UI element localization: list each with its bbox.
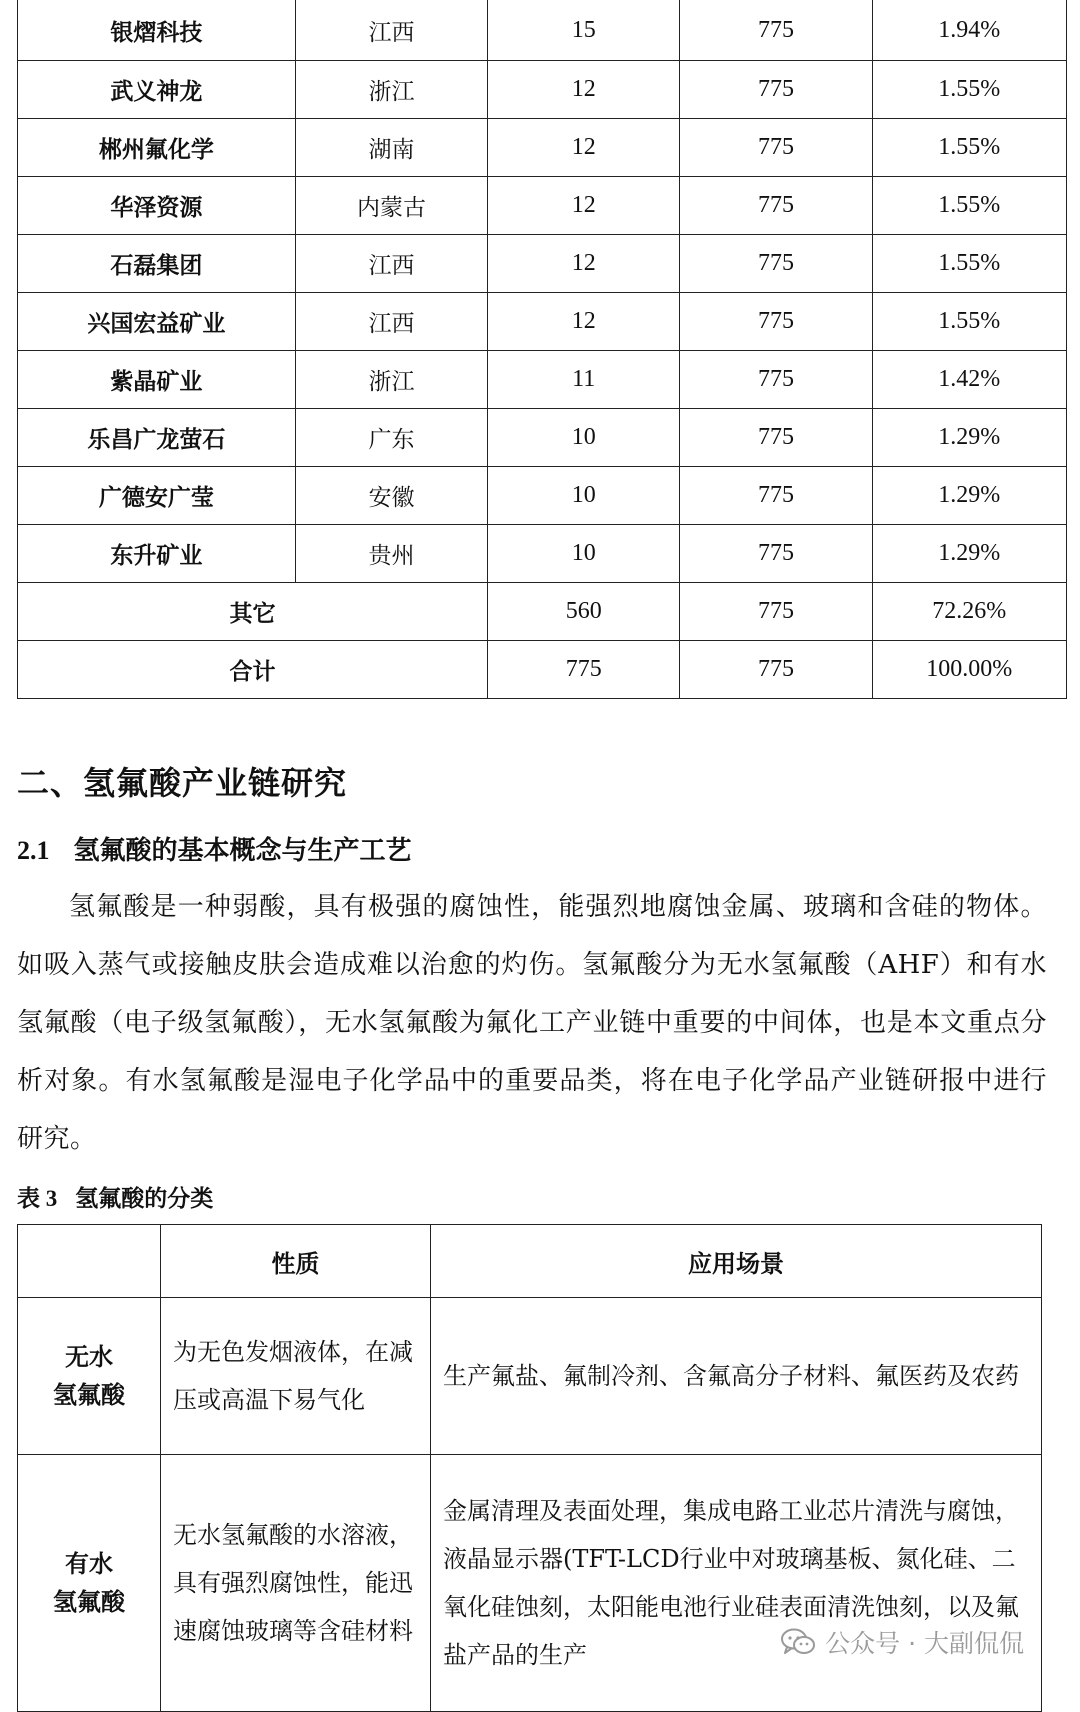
acid-type-line1: 无水 (65, 1343, 113, 1371)
header-empty (18, 1225, 161, 1298)
market-share: 1.55% (872, 177, 1066, 235)
company-name: 兴国宏益矿业 (18, 293, 296, 351)
sum-label: 合计 (18, 641, 488, 699)
company-name: 乐昌广龙萤石 (18, 409, 296, 467)
company-name: 东升矿业 (18, 525, 296, 583)
table-caption-title: 氢氟酸的分类 (75, 1186, 214, 1212)
table-caption-number: 表 3 (17, 1186, 58, 1211)
province: 安徽 (295, 467, 487, 525)
header-application: 应用场景 (431, 1225, 1042, 1298)
others-share: 72.26% (872, 583, 1066, 641)
total-capacity: 775 (680, 61, 872, 119)
capacity: 12 (488, 61, 680, 119)
market-share: 1.29% (872, 467, 1066, 525)
capacity: 11 (488, 351, 680, 409)
table-row (18, 293, 1067, 351)
province: 广东 (295, 409, 487, 467)
company-name: 华泽资源 (18, 177, 296, 235)
watermark (781, 1624, 1024, 1660)
table-row (18, 409, 1067, 467)
company-name: 石磊集团 (18, 235, 296, 293)
market-share: 1.55% (872, 61, 1066, 119)
table-row (18, 177, 1067, 235)
table-row (18, 467, 1067, 525)
sum-share: 100.00% (872, 641, 1066, 699)
capacity: 12 (488, 177, 680, 235)
table-row (18, 119, 1067, 177)
table-row (18, 235, 1067, 293)
others-total: 775 (680, 583, 872, 641)
body-paragraph: 氢氟酸是一种弱酸，具有极强的腐蚀性，能强烈地腐蚀金属、玻璃和含硅的物体。如吸入蒸气或接触皮肤会造成难以治愈的灼伤。氢氟酸分为无水氢氟酸（AHF）和有水氢氟酸（电子级氢氟酸），无水氢氟酸为氟化工产业链中重要的中间体，也是本文重点分析对象。有水氢氟酸是湿电子化学品中的重要品类，将在电子化学品产业链研报中进行研究。 (17, 892, 1047, 1154)
market-share: 1.42% (872, 351, 1066, 409)
capacity: 12 (488, 119, 680, 177)
table-row-others (18, 583, 1067, 641)
province: 湖南 (295, 119, 487, 177)
capacity: 12 (488, 235, 680, 293)
subsection-title: 氢氟酸的基本概念与生产工艺 (73, 836, 412, 866)
total-capacity: 775 (680, 293, 872, 351)
capacity: 10 (488, 467, 680, 525)
total-capacity: 775 (680, 351, 872, 409)
header-property: 性质 (161, 1225, 431, 1298)
capacity: 12 (488, 293, 680, 351)
table-row (18, 61, 1067, 119)
acid-application: 金属清理及表面处理，集成电路工业芯片清洗与腐蚀，液晶显示器(TFT-LCD行业中对玻璃基板、氮化硅、二氧化硅蚀刻，太阳能电池行业硅表面清洗蚀刻，以及氟盐产品的生产 (431, 1455, 1042, 1712)
market-share: 1.55% (872, 235, 1066, 293)
section-heading: 二、氢氟酸产业链研究 (17, 764, 348, 802)
table-row-sum (18, 641, 1067, 699)
acid-property: 无水氢氟酸的水溶液，具有强烈腐蚀性，能迅速腐蚀玻璃等含硅材料 (161, 1455, 431, 1712)
table-row (18, 351, 1067, 409)
province: 贵州 (295, 525, 487, 583)
company-name: 郴州氟化学 (18, 119, 296, 177)
total-capacity: 775 (680, 119, 872, 177)
sum-capacity: 775 (488, 641, 680, 699)
table-row (18, 1455, 1042, 1712)
wechat-icon (781, 1628, 815, 1656)
table-header-row (18, 1225, 1042, 1298)
acid-type-line2: 氢氟酸 (53, 1381, 125, 1409)
watermark-text: 公众号 · 大副侃侃 (825, 1629, 1024, 1658)
acid-property: 为无色发烟液体，在减压或高温下易气化 (161, 1298, 431, 1455)
total-capacity: 775 (680, 409, 872, 467)
province: 内蒙古 (295, 177, 487, 235)
market-share: 1.55% (872, 119, 1066, 177)
others-label: 其它 (18, 583, 488, 641)
total-capacity: 775 (680, 467, 872, 525)
capacity: 10 (488, 525, 680, 583)
total-capacity: 775 (680, 525, 872, 583)
acid-type-line2: 氢氟酸 (53, 1588, 125, 1616)
market-share: 1.55% (872, 293, 1066, 351)
province: 江西 (295, 293, 487, 351)
company-name: 广德安广莹 (18, 467, 296, 525)
total-capacity: 775 (680, 235, 872, 293)
province: 江西 (295, 235, 487, 293)
table-row (18, 1298, 1042, 1455)
ranking-table-body (18, 0, 1067, 699)
company-name: 紫晶矿业 (18, 351, 296, 409)
others-capacity: 560 (488, 583, 680, 641)
province: 江西 (295, 0, 487, 61)
subsection-number: 2.1 (17, 836, 50, 865)
acid-type (18, 1455, 161, 1712)
market-share: 1.94% (872, 0, 1066, 61)
table-caption (17, 1180, 213, 1213)
total-capacity: 775 (680, 0, 872, 61)
acid-type (18, 1298, 161, 1455)
acid-application: 生产氟盐、氟制冷剂、含氟高分子材料、氟医药及农药 (431, 1298, 1042, 1455)
province: 浙江 (295, 61, 487, 119)
capacity: 10 (488, 409, 680, 467)
table-row (18, 525, 1067, 583)
table-row (18, 0, 1067, 61)
subsection-heading (17, 830, 412, 867)
company-name: 武义神龙 (18, 61, 296, 119)
total-capacity: 775 (680, 177, 872, 235)
acid-type-line1: 有水 (65, 1550, 113, 1578)
market-share: 1.29% (872, 409, 1066, 467)
market-share: 1.29% (872, 525, 1066, 583)
company-name: 银熠科技 (18, 0, 296, 61)
sum-total: 775 (680, 641, 872, 699)
ranking-table (17, 0, 1067, 699)
capacity: 15 (488, 0, 680, 61)
province: 浙江 (295, 351, 487, 409)
